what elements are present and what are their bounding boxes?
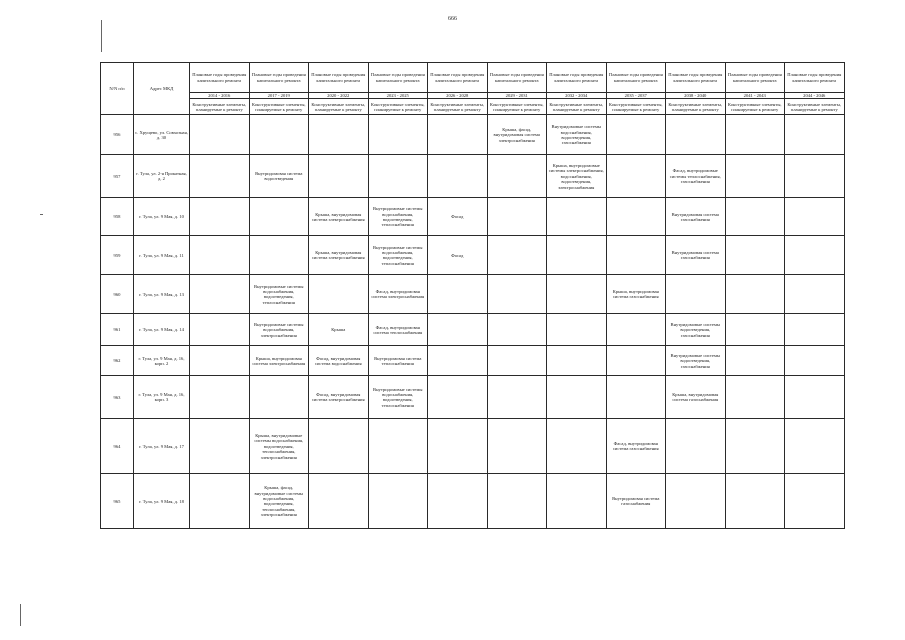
scan-mark xyxy=(101,20,102,52)
repair-elements-cell xyxy=(785,346,845,376)
header-years: 2029 - 2031 xyxy=(487,93,547,99)
repair-elements-cell xyxy=(428,346,488,376)
repair-elements-cell xyxy=(487,314,547,346)
repair-elements-cell xyxy=(606,115,666,155)
repair-elements-cell: Фасад, внутридомовая система теплоснабжения xyxy=(368,314,428,346)
repair-elements-cell xyxy=(725,419,785,474)
header-subtitle: Конструктивные элементы, планируемые к ремонту xyxy=(368,99,428,115)
repair-elements-cell: Фасад xyxy=(428,236,488,275)
repair-elements-cell xyxy=(190,155,250,198)
row-number: 962 xyxy=(101,346,134,376)
table-row xyxy=(101,115,845,155)
repair-elements-cell xyxy=(428,376,488,419)
row-number: 956 xyxy=(101,115,134,155)
row-address: г. Тула, ул. 2-я Прокатная, д. 2 xyxy=(134,155,190,198)
repair-elements-cell xyxy=(725,346,785,376)
row-number: 957 xyxy=(101,155,134,198)
repair-elements-cell xyxy=(190,474,250,529)
repair-elements-cell: Фасад, внутридомовая система электроснабжения xyxy=(368,275,428,314)
row-address: г. Тула, ул. 9 Мая, д. 18 xyxy=(134,474,190,529)
repair-elements-cell xyxy=(249,115,309,155)
header-years: 2041 - 2043 xyxy=(725,93,785,99)
header-subtitle: Конструктивные элементы, планируемые к ремонту xyxy=(249,99,309,115)
header-years: 2017 - 2019 xyxy=(249,93,309,99)
page-number: 666 xyxy=(448,16,457,22)
repair-elements-cell xyxy=(190,346,250,376)
repair-elements-cell xyxy=(309,275,369,314)
header-subtitle: Конструктивные элементы, планируемые к ремонту xyxy=(666,99,726,115)
repair-elements-cell: Крыша, внутридомовая система электроснабжения xyxy=(309,236,369,275)
table-row xyxy=(101,275,845,314)
repair-elements-cell xyxy=(547,419,607,474)
row-address: г. Тула, ул. 9 Мая, д. 11 xyxy=(134,236,190,275)
header-subtitle: Конструктивные элементы, планируемые к ремонту xyxy=(190,99,250,115)
repair-elements-cell xyxy=(725,314,785,346)
repair-elements-cell xyxy=(249,376,309,419)
repair-elements-cell xyxy=(309,474,369,529)
repair-elements-cell xyxy=(606,155,666,198)
repair-elements-cell xyxy=(666,419,726,474)
header-subtitle: Конструктивные элементы, планируемые к ремонту xyxy=(725,99,785,115)
table-row xyxy=(101,346,845,376)
row-number: 964 xyxy=(101,419,134,474)
header-period-title: Плановые годы проведения капитального ремонта xyxy=(428,63,488,93)
table-row xyxy=(101,474,845,529)
repair-elements-cell xyxy=(428,115,488,155)
header-period-title: Плановые годы проведения капитального ремонта xyxy=(249,63,309,93)
repair-elements-cell xyxy=(606,236,666,275)
repair-elements-cell xyxy=(725,236,785,275)
repair-elements-cell xyxy=(725,376,785,419)
repair-elements-cell xyxy=(666,115,726,155)
row-address: с. Хрущево, ул. Совхозная, д. 30 xyxy=(134,115,190,155)
repair-elements-cell: Внутридомовые системы водоотведения, газоснабжения xyxy=(666,346,726,376)
header-period-title: Плановые годы проведения капитального ремонта xyxy=(368,63,428,93)
header-subtitle: Конструктивные элементы, планируемые к ремонту xyxy=(785,99,845,115)
repair-elements-cell xyxy=(725,198,785,236)
header-years: 2020 - 2022 xyxy=(309,93,369,99)
repair-elements-cell xyxy=(547,474,607,529)
header-years: 2038 - 2040 xyxy=(666,93,726,99)
repair-elements-cell: Крыша, внутридомовая система электроснабжения xyxy=(249,346,309,376)
repair-elements-cell: Фасад, внутридомовая система водоснабжения xyxy=(309,346,369,376)
table-body xyxy=(101,115,845,529)
header-period-title: Плановые годы проведения капитального ремонта xyxy=(606,63,666,93)
repair-elements-cell: Фасад xyxy=(428,198,488,236)
repair-elements-cell: Крыша, внутридомовые системы водоснабжения, водоотведения, теплоснабжения, электроснабжения xyxy=(249,419,309,474)
repair-elements-cell: Внутридомовые системы водоснабжения, водоотведения, теплоснабжения xyxy=(368,236,428,275)
header-years: 2035 - 2037 xyxy=(606,93,666,99)
repair-elements-cell xyxy=(428,155,488,198)
repair-elements-cell: Фасад, внутридомовые системы теплоснабжения, газоснабжения xyxy=(666,155,726,198)
repair-elements-cell xyxy=(368,115,428,155)
repair-elements-cell xyxy=(309,419,369,474)
repair-elements-cell xyxy=(190,314,250,346)
row-address: г. Тула, ул. 9 Мая, д. 10 xyxy=(134,198,190,236)
repair-elements-cell xyxy=(190,275,250,314)
header-num: N/N п/п xyxy=(101,63,134,115)
repair-elements-cell: Внутридомовые системы водоснабжения, электроснабжения xyxy=(249,314,309,346)
repair-elements-cell: Крыша, внутридомовые системы электроснабжения, водоснабжения, водоотведения, электроснабжения xyxy=(547,155,607,198)
repair-elements-cell: Крыша xyxy=(309,314,369,346)
table-row xyxy=(101,376,845,419)
row-number: 959 xyxy=(101,236,134,275)
header-period-title: Плановые годы проведения капитального ремонта xyxy=(785,63,845,93)
header-years: 2032 - 2034 xyxy=(547,93,607,99)
repair-elements-cell xyxy=(547,198,607,236)
table-row xyxy=(101,419,845,474)
header-years: 2023 - 2025 xyxy=(368,93,428,99)
repair-elements-cell xyxy=(487,155,547,198)
repair-elements-cell: Крыша, внутридомовая система газоснабжения xyxy=(666,376,726,419)
repair-elements-cell xyxy=(725,155,785,198)
scan-mark xyxy=(20,604,21,626)
repair-elements-cell xyxy=(785,198,845,236)
repair-elements-cell xyxy=(428,474,488,529)
repair-elements-cell xyxy=(785,419,845,474)
header-period-title: Плановые годы проведения капитального ремонта xyxy=(309,63,369,93)
repair-elements-cell xyxy=(428,314,488,346)
header-period-title: Плановые годы проведения капитального ремонта xyxy=(725,63,785,93)
repair-elements-cell: Внутридомовые системы водоснабжения, водоотведения, теплоснабжения xyxy=(368,376,428,419)
repair-elements-cell: Внутридомовая система водоотведения xyxy=(249,155,309,198)
repair-elements-cell: Крыша, фасад, внутридомовые системы водоснабжения, водоотведения, теплоснабжения, электроснабжения xyxy=(249,474,309,529)
repair-elements-cell xyxy=(785,155,845,198)
header-period-title: Плановые годы проведения капитального ремонта xyxy=(487,63,547,93)
header-years: 2026 - 2028 xyxy=(428,93,488,99)
row-address: г. Тула, ул. 9 Мая, д. 16, корп. 3 xyxy=(134,376,190,419)
row-address: г. Тула, ул. 9 Мая, д. 13 xyxy=(134,275,190,314)
header-address: Адрес МКД xyxy=(134,63,190,115)
repair-elements-cell xyxy=(309,155,369,198)
repair-elements-cell: Фасад, внутридомовая система электроснабжения xyxy=(309,376,369,419)
row-number: 961 xyxy=(101,314,134,346)
header-period-title: Плановые годы проведения капитального ремонта xyxy=(547,63,607,93)
repair-elements-cell xyxy=(368,155,428,198)
repair-elements-cell xyxy=(666,275,726,314)
row-address: г. Тула, ул. 9 Мая, д. 16, корп. 2 xyxy=(134,346,190,376)
row-number: 958 xyxy=(101,198,134,236)
header-subtitle: Конструктивные элементы, планируемые к ремонту xyxy=(309,99,369,115)
row-number: 963 xyxy=(101,376,134,419)
repair-elements-cell xyxy=(487,198,547,236)
repair-elements-cell xyxy=(725,115,785,155)
repair-elements-cell xyxy=(487,376,547,419)
repair-elements-cell xyxy=(785,115,845,155)
repair-elements-cell: Внутридомовые системы водоснабжения, водоотведения, теплоснабжения xyxy=(368,198,428,236)
repair-elements-cell: Внутридомовые системы водоотведения, газоснабжения xyxy=(666,314,726,346)
repair-elements-cell xyxy=(368,474,428,529)
repair-elements-cell xyxy=(547,275,607,314)
repair-elements-cell xyxy=(487,346,547,376)
repair-elements-cell xyxy=(428,419,488,474)
header-subtitle: Конструктивные элементы, планируемые к ремонту xyxy=(547,99,607,115)
repair-elements-cell xyxy=(309,115,369,155)
repair-elements-cell xyxy=(606,346,666,376)
row-address: г. Тула, ул. 9 Мая, д. 17 xyxy=(134,419,190,474)
repair-elements-cell: Внутридомовая система теплоснабжения xyxy=(368,346,428,376)
repair-elements-cell xyxy=(249,198,309,236)
repair-elements-cell: Крыша, внутридомовая система газоснабжения xyxy=(606,275,666,314)
header-subtitle: Конструктивные элементы, планируемые к ремонту xyxy=(428,99,488,115)
repair-elements-cell xyxy=(547,346,607,376)
table-header xyxy=(101,63,845,115)
repair-elements-cell xyxy=(428,275,488,314)
header-years: 2014 - 2016 xyxy=(190,93,250,99)
repair-elements-cell xyxy=(368,419,428,474)
header-subtitle: Конструктивные элементы, планируемые к ремонту xyxy=(606,99,666,115)
repair-elements-cell xyxy=(487,236,547,275)
header-years: 2044 - 2046 xyxy=(785,93,845,99)
repair-elements-cell xyxy=(606,376,666,419)
repair-elements-cell xyxy=(190,376,250,419)
repair-elements-cell xyxy=(725,474,785,529)
repair-elements-cell xyxy=(547,314,607,346)
repair-elements-cell xyxy=(785,376,845,419)
repair-elements-cell: Внутридомовые системы водоснабжения, водоотведения, теплоснабжения xyxy=(249,275,309,314)
repair-elements-cell: Крыша, внутридомовая система электроснабжения xyxy=(309,198,369,236)
repair-elements-cell: Внутридомовая система газоснабжения xyxy=(606,474,666,529)
repair-elements-cell xyxy=(606,198,666,236)
repair-elements-cell xyxy=(487,275,547,314)
repair-elements-cell xyxy=(785,474,845,529)
repair-elements-cell xyxy=(190,236,250,275)
row-number: 965 xyxy=(101,474,134,529)
repair-schedule-table xyxy=(100,62,845,529)
repair-elements-cell xyxy=(487,419,547,474)
table-row xyxy=(101,155,845,198)
repair-elements-cell xyxy=(190,419,250,474)
row-address: г. Тула, ул. 9 Мая, д. 14 xyxy=(134,314,190,346)
repair-elements-cell xyxy=(725,275,785,314)
repair-elements-cell xyxy=(487,474,547,529)
repair-elements-cell: Крыша, фасад, внутридомовая система электроснабжения xyxy=(487,115,547,155)
repair-elements-cell xyxy=(190,115,250,155)
repair-elements-cell xyxy=(190,198,250,236)
table-row xyxy=(101,198,845,236)
repair-elements-cell: Фасад, внутридомовая система газоснабжения xyxy=(606,419,666,474)
table-row xyxy=(101,314,845,346)
repair-elements-cell xyxy=(606,314,666,346)
repair-elements-cell xyxy=(785,236,845,275)
repair-elements-cell xyxy=(547,236,607,275)
header-subtitle: Конструктивные элементы, планируемые к ремонту xyxy=(487,99,547,115)
header-period-title: Плановые годы проведения капитального ремонта xyxy=(666,63,726,93)
repair-elements-cell xyxy=(666,474,726,529)
repair-elements-cell: Внутридомовая система газоснабжения xyxy=(666,236,726,275)
table-row xyxy=(101,236,845,275)
repair-elements-cell xyxy=(547,376,607,419)
repair-elements-cell: Внутридомовая система газоснабжения xyxy=(666,198,726,236)
repair-elements-cell xyxy=(785,275,845,314)
repair-elements-cell xyxy=(785,314,845,346)
repair-elements-cell xyxy=(249,236,309,275)
header-period-title: Плановые годы проведения капитального ремонта xyxy=(190,63,250,93)
repair-elements-cell: Внутридомовые системы водоснабжения, водоотведения, газоснабжения xyxy=(547,115,607,155)
header-row-titles xyxy=(101,63,845,93)
row-number: 960 xyxy=(101,275,134,314)
header-row-subtitles xyxy=(101,99,845,115)
scan-mark xyxy=(40,214,43,215)
